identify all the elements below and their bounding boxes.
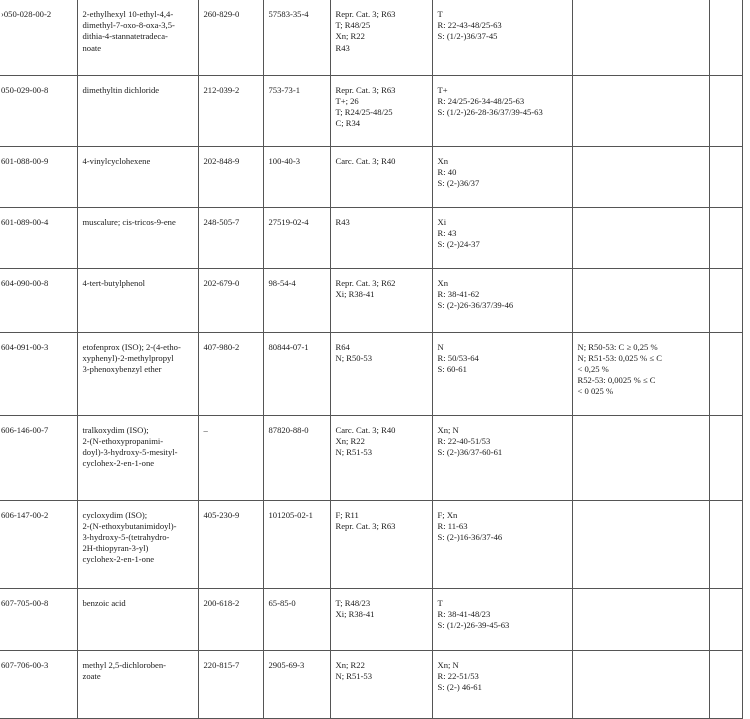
classification-cell: [330, 332, 432, 415]
cell-text: 101205-02-1: [268, 509, 313, 520]
cell-line: Repr. Cat. 3; R63: [335, 520, 396, 531]
cell-text: 65-85-0: [268, 597, 296, 608]
cell-text: 405-230-9: [203, 509, 240, 520]
chemical-name-cell: [77, 332, 198, 415]
cell-line: Xi; R38-41: [335, 608, 375, 619]
cell-line: 4-vinylcyclohexene: [82, 155, 151, 166]
cell-text: 80844-07-1: [268, 341, 309, 352]
cell-line: T: [437, 597, 443, 608]
cell-text: 607-705-00-8: [1, 597, 49, 608]
cell-line: 4-tert-butylphenol: [82, 277, 146, 288]
classification-cell: [330, 500, 432, 588]
chemical-name-cell: [77, 0, 198, 75]
cell-line: Xi; R38-41: [335, 288, 375, 299]
classification-cell: [330, 207, 432, 268]
cell-line: 2-(N-ethoxypropanimi-: [82, 435, 164, 446]
cell-line: Carc. Cat. 3; R40: [335, 155, 396, 166]
cell-line: F; Xn: [437, 509, 458, 520]
cell-line: Xn; N: [437, 659, 459, 670]
cell-line: R: 50/53-64: [437, 352, 479, 363]
cell-text: 601-088-00-9: [1, 155, 49, 166]
cell-text: 607-706-00-3: [1, 659, 49, 670]
notes-cell: [709, 0, 742, 75]
cell-text: 27519-02-4: [268, 216, 309, 227]
cas-number-cell: [263, 650, 330, 718]
cell-line: T; R24/25-48/25: [335, 106, 393, 117]
table-row: [0, 500, 742, 588]
chemical-name-cell: [77, 146, 198, 207]
notes-cell: [709, 75, 742, 146]
cell-line: < 0,25 %: [577, 363, 609, 374]
chemical-name-cell: [77, 588, 198, 650]
cell-line: R43: [335, 216, 350, 227]
cell-line: Xn; R22: [335, 31, 365, 42]
cell-line: Xn; N: [437, 424, 459, 435]
table-row: [0, 415, 742, 500]
table-row: [0, 0, 742, 75]
cell-line: N; R50-53: C ≥ 0,25 %: [577, 341, 658, 352]
concentration-limits-cell: [572, 0, 709, 75]
cell-text: 753-73-1: [268, 84, 301, 95]
cell-text: 050-029-00-8: [1, 84, 49, 95]
cell-line: T+: [437, 84, 448, 95]
labelling-cell: [432, 268, 572, 332]
cell-text: 57583-35-4: [268, 9, 309, 19]
cell-text: 601-089-00-4: [1, 216, 49, 227]
index-number-cell: [0, 650, 77, 718]
cell-line: 3-phenoxybenzyl ether: [82, 363, 162, 374]
chemical-name-cell: [77, 650, 198, 718]
cell-line: zoate: [82, 670, 101, 681]
cell-line: R: 38-41-62: [437, 288, 480, 299]
index-number-cell: [0, 146, 77, 207]
notes-cell: [709, 650, 742, 718]
labelling-cell: [432, 75, 572, 146]
cell-line: Repr. Cat. 3; R62: [335, 277, 396, 288]
cas-number-cell: [263, 75, 330, 146]
cell-line: S: (2-)24-37: [437, 238, 480, 249]
chemical-name-cell: [77, 415, 198, 500]
cell-line: 2-(N-ethoxybutanimidoyl)-: [82, 520, 177, 531]
cell-text: 606-146-00-7: [1, 424, 49, 435]
ec-number-cell: [198, 415, 263, 500]
cas-number-cell: [263, 415, 330, 500]
cas-number-cell: [263, 207, 330, 268]
labelling-cell: [432, 500, 572, 588]
cell-line: dimethyltin dichloride: [82, 84, 160, 95]
concentration-limits-cell: [572, 207, 709, 268]
cell-line: Xi: [437, 216, 447, 227]
table-row: [0, 207, 742, 268]
index-number-cell: [0, 415, 77, 500]
cell-line: xyphenyl)-2-methylpropyl: [82, 352, 174, 363]
concentration-limits-cell: [572, 650, 709, 718]
cell-line: doyl)-3-hydroxy-5-mesityl-: [82, 446, 178, 457]
cell-line: R64: [335, 341, 350, 352]
classification-cell: [330, 415, 432, 500]
cell-line: muscalure; cis-tricos-9-ene: [82, 216, 176, 227]
notes-cell: [709, 588, 742, 650]
cell-line: Repr. Cat. 3; R63: [335, 9, 396, 19]
cell-line: R: 43: [437, 227, 457, 238]
cell-line: R43: [335, 42, 350, 53]
cell-text: 202-848-9: [203, 155, 240, 166]
labelling-cell: [432, 332, 572, 415]
cell-line: S: (1/2-)26-28-36/37/39-45-63: [437, 106, 543, 117]
cell-line: R: 11-63: [437, 520, 468, 531]
concentration-limits-cell: [572, 268, 709, 332]
index-number-cell: [0, 0, 77, 75]
cas-number-cell: [263, 0, 330, 75]
cell-line: cyclohex-2-en-1-one: [82, 458, 155, 469]
cell-line: methyl 2,5-dichloroben-: [82, 659, 167, 670]
cell-line: Xn: [437, 277, 449, 288]
cell-line: noate: [82, 42, 102, 53]
cell-line: 2-ethylhexyl 10-ethyl-4,4-: [82, 9, 174, 19]
chemical-name-cell: [77, 500, 198, 588]
labelling-cell: [432, 650, 572, 718]
ec-number-cell: [198, 268, 263, 332]
cas-number-cell: [263, 500, 330, 588]
cell-text: 212-039-2: [203, 84, 240, 95]
concentration-limits-cell: [572, 332, 709, 415]
labelling-cell: [432, 588, 572, 650]
cell-line: S: (1/2-)36/37-45: [437, 31, 498, 42]
cell-text: 87820-88-0: [268, 424, 309, 435]
cell-line: S: (2-)36/37-60-61: [437, 446, 503, 457]
cell-line: Xn: [437, 155, 449, 166]
cell-line: 3-hydroxy-5-(tetrahydro-: [82, 531, 170, 542]
cell-line: R: 24/25-26-34-48/25-63: [437, 95, 525, 106]
cell-line: benzoic acid: [82, 597, 126, 608]
cell-text: 260-829-0: [203, 9, 240, 19]
notes-cell: [709, 500, 742, 588]
cas-number-cell: [263, 146, 330, 207]
cell-line: R: 22-40-51/53: [437, 435, 491, 446]
cell-line: F; R11: [335, 509, 359, 520]
cell-line: S: (2-)16-36/37-46: [437, 531, 503, 542]
cell-text: 606-147-00-2: [1, 509, 49, 520]
cell-line: < 0 025 %: [577, 386, 614, 397]
cell-line: R52-53: 0,0025 % ≤ C: [577, 375, 656, 386]
labelling-cell: [432, 415, 572, 500]
ec-number-cell: [198, 0, 263, 75]
cell-line: N: [437, 341, 444, 352]
cell-line: R: 22-43-48/25-63: [437, 20, 502, 31]
cell-line: S: (1/2-)26-39-45-63: [437, 619, 510, 630]
table-row: [0, 268, 742, 332]
cell-text: 220-815-7: [203, 659, 240, 670]
notes-cell: [709, 415, 742, 500]
cell-line: T; R48/25: [335, 20, 371, 31]
cell-text: 407-980-2: [203, 341, 240, 352]
cell-line: Carc. Cat. 3; R40: [335, 424, 396, 435]
cell-line: cycloxydim (ISO);: [82, 509, 148, 520]
index-number-cell: [0, 75, 77, 146]
table-row: [0, 332, 742, 415]
cell-line: 2H-thiopyran-3-yl): [82, 543, 149, 554]
concentration-limits-cell: [572, 588, 709, 650]
classification-cell: [330, 146, 432, 207]
cell-line: N; R50-53: [335, 352, 373, 363]
chemical-name-cell: [77, 268, 198, 332]
table-row: [0, 146, 742, 207]
labelling-cell: [432, 207, 572, 268]
classification-cell: [330, 75, 432, 146]
cell-line: Xn; R22: [335, 659, 365, 670]
cell-text: 604-090-00-8: [1, 277, 49, 288]
classification-cell: [330, 0, 432, 75]
cas-number-cell: [263, 588, 330, 650]
concentration-limits-cell: [572, 146, 709, 207]
index-number-cell: [0, 588, 77, 650]
ec-number-cell: [198, 332, 263, 415]
cell-text: 100-40-3: [268, 155, 301, 166]
classification-cell: [330, 588, 432, 650]
cell-line: T: [437, 9, 443, 19]
cell-text: 98-54-4: [268, 277, 296, 288]
chemical-name-cell: [77, 75, 198, 146]
concentration-limits-cell: [572, 415, 709, 500]
cell-text: 2905-69-3: [268, 659, 305, 670]
cell-text: 200-618-2: [203, 597, 240, 608]
classification-cell: [330, 650, 432, 718]
ec-number-cell: [198, 500, 263, 588]
cell-line: S: (2-)36/37: [437, 177, 480, 188]
cell-line: N; R51-53: [335, 446, 373, 457]
table-row: [0, 588, 742, 650]
table-row: [0, 75, 742, 146]
cell-text: ›050-028-00-2: [1, 9, 52, 19]
cell-line: S: 60-61: [437, 363, 467, 374]
cell-line: N; R51-53: [335, 670, 373, 681]
classification-cell: [330, 268, 432, 332]
concentration-limits-cell: [572, 75, 709, 146]
cell-line: R: 40: [437, 166, 457, 177]
cas-number-cell: [263, 268, 330, 332]
cell-line: dithia-4-stannatetradeca-: [82, 31, 168, 42]
ec-number-cell: [198, 146, 263, 207]
cell-line: S: (2-) 46-61: [437, 681, 482, 692]
cas-number-cell: [263, 332, 330, 415]
concentration-limits-cell: [572, 500, 709, 588]
notes-cell: [709, 146, 742, 207]
ec-number-cell: [198, 75, 263, 146]
notes-cell: [709, 332, 742, 415]
cell-line: R: 38-41-48/23: [437, 608, 491, 619]
cell-line: dimethyl-7-oxo-8-oxa-3,5-: [82, 20, 175, 31]
cell-line: tralkoxydim (ISO);: [82, 424, 149, 435]
cell-line: Repr. Cat. 3; R63: [335, 84, 396, 95]
labelling-cell: [432, 146, 572, 207]
labelling-cell: [432, 0, 572, 75]
ec-number-cell: [198, 207, 263, 268]
index-number-cell: [0, 332, 77, 415]
cell-line: T; R48/23: [335, 597, 371, 608]
table-row: [0, 650, 742, 718]
notes-cell: [709, 268, 742, 332]
cell-line: S: (2-)26-36/37/39-46: [437, 299, 514, 310]
cell-line: cyclohex-2-en-1-one: [82, 554, 155, 565]
notes-cell: [709, 207, 742, 268]
index-number-cell: [0, 207, 77, 268]
ec-number-cell: [198, 650, 263, 718]
cell-line: C; R34: [335, 118, 361, 129]
chemical-name-cell: [77, 207, 198, 268]
cell-line: Xn; R22: [335, 435, 365, 446]
cell-text: –: [203, 424, 208, 435]
ec-number-cell: [198, 588, 263, 650]
index-number-cell: [0, 500, 77, 588]
cell-text: 202-679-0: [203, 277, 240, 288]
cell-line: T+; 26: [335, 95, 359, 106]
cell-line: R: 22-51/53: [437, 670, 479, 681]
cell-text: 604-091-00-3: [1, 341, 49, 352]
cell-line: N; R51-53: 0,025 % ≤ C: [577, 352, 662, 363]
cell-text: 248-505-7: [203, 216, 240, 227]
cell-line: etofenprox (ISO); 2-(4-etho-: [82, 341, 181, 352]
index-number-cell: [0, 268, 77, 332]
